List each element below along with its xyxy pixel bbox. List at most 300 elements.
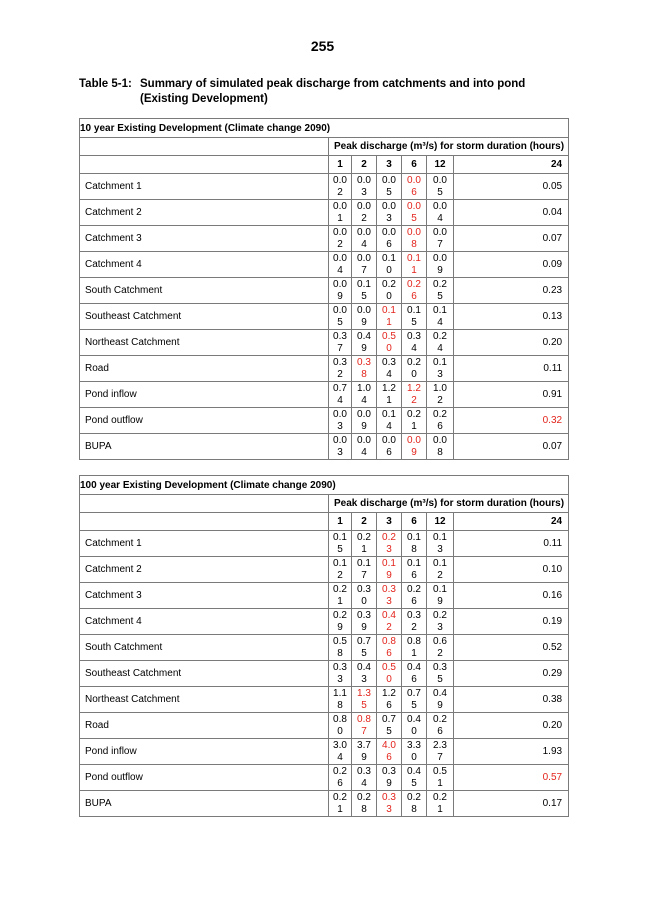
value-cell: [377, 252, 402, 278]
table-row: [80, 330, 569, 356]
value-24h-cell: 0.29: [454, 661, 569, 687]
value-line-2: 6: [411, 290, 417, 302]
value-line-2: 4: [361, 777, 367, 789]
value-line-2: 8: [411, 803, 417, 815]
value-line-2: 2: [337, 238, 343, 250]
value-line-1: 0.3: [357, 765, 371, 777]
value-line-1: 0.0: [433, 434, 447, 446]
value-line-1: 0.0: [333, 408, 347, 420]
value-24h-cell: 0.10: [454, 557, 569, 583]
value-cell: [377, 434, 402, 460]
value-line-1: 0.4: [357, 330, 371, 342]
value-line-2: 6: [411, 673, 417, 685]
value-cell: [329, 739, 352, 765]
value-line-2: 0: [386, 673, 392, 685]
value-line-1: 0.0: [333, 434, 347, 446]
caption-text: Summary of simulated peak discharge from catchments and into pond (Existing Development): [140, 78, 526, 105]
value-cell: [377, 713, 402, 739]
row-name: Pond inflow: [80, 382, 329, 408]
duration-header: 3: [377, 156, 402, 174]
value-24h-cell: 0.07: [454, 434, 569, 460]
value-line-2: 6: [386, 699, 392, 711]
value-line-2: 3: [437, 368, 443, 380]
value-line-1: 0.4: [357, 661, 371, 673]
value-24h-cell: 0.91: [454, 382, 569, 408]
value-cell: [427, 356, 454, 382]
value-cell: [329, 278, 352, 304]
value-cell: [377, 635, 402, 661]
value-cell: [427, 531, 454, 557]
value-cell: [402, 687, 427, 713]
value-line-1: 0.3: [407, 609, 421, 621]
value-line-1: 0.4: [382, 609, 396, 621]
row-name: Northeast Catchment: [80, 687, 329, 713]
value-cell: [329, 687, 352, 713]
value-line-1: 0.0: [433, 174, 447, 186]
value-line-2: 5: [411, 699, 417, 711]
value-cell: [427, 304, 454, 330]
value-line-1: 0.2: [433, 609, 447, 621]
row-name: Pond outflow: [80, 765, 329, 791]
value-line-1: 0.4: [407, 765, 421, 777]
table-row: [80, 356, 569, 382]
row-name: Catchment 3: [80, 583, 329, 609]
header-row: [80, 138, 569, 156]
row-name: Southeast Catchment: [80, 304, 329, 330]
value-line-2: 0: [386, 290, 392, 302]
value-line-1: 0.3: [333, 356, 347, 368]
value-cell: [402, 252, 427, 278]
value-cell: [352, 583, 377, 609]
table-row: [80, 739, 569, 765]
value-line-2: 5: [361, 699, 367, 711]
value-cell: [402, 583, 427, 609]
value-24h-cell: 0.09: [454, 252, 569, 278]
value-cell: [329, 791, 352, 817]
value-line-2: 4: [337, 751, 343, 763]
value-line-1: 3.0: [333, 739, 347, 751]
value-line-1: 0.3: [382, 765, 396, 777]
value-cell: [402, 304, 427, 330]
value-line-2: 9: [411, 446, 417, 458]
value-line-1: 0.5: [333, 635, 347, 647]
value-line-1: 1.2: [382, 382, 396, 394]
value-line-1: 0.1: [382, 252, 396, 264]
value-cell: [402, 356, 427, 382]
value-line-1: 0.1: [433, 583, 447, 595]
row-name: Catchment 4: [80, 609, 329, 635]
value-line-2: 3: [437, 543, 443, 555]
row-name: Catchment 1: [80, 531, 329, 557]
value-cell: [427, 174, 454, 200]
value-cell: [352, 330, 377, 356]
value-cell: [352, 609, 377, 635]
value-line-2: 8: [411, 543, 417, 555]
value-line-1: 0.0: [357, 252, 371, 264]
value-line-1: 0.2: [407, 791, 421, 803]
value-line-2: 9: [437, 699, 443, 711]
value-line-1: 0.1: [407, 252, 421, 264]
table-row: [80, 791, 569, 817]
value-line-1: 0.7: [407, 687, 421, 699]
value-line-2: 3: [361, 673, 367, 685]
value-line-1: 0.8: [382, 635, 396, 647]
value-line-2: 4: [361, 446, 367, 458]
value-line-1: 0.2: [407, 408, 421, 420]
value-cell: [329, 330, 352, 356]
value-cell: [352, 531, 377, 557]
duration-row: [80, 156, 569, 174]
value-line-2: 6: [386, 647, 392, 659]
value-line-1: 3.3: [407, 739, 421, 751]
value-24h-cell: 0.57: [454, 765, 569, 791]
value-cell: [402, 174, 427, 200]
value-line-1: 0.7: [382, 713, 396, 725]
table-row: [80, 434, 569, 460]
duration-header: 1: [329, 156, 352, 174]
value-line-1: 0.7: [357, 635, 371, 647]
value-line-1: 0.3: [382, 356, 396, 368]
value-line-1: 0.3: [357, 609, 371, 621]
value-line-2: 1: [411, 420, 417, 432]
table-row: [80, 531, 569, 557]
row-name: Catchment 4: [80, 252, 329, 278]
value-line-1: 1.0: [433, 382, 447, 394]
value-line-2: 3: [337, 446, 343, 458]
value-cell: [402, 226, 427, 252]
duration-blank-cell: [80, 156, 329, 174]
value-cell: [377, 174, 402, 200]
value-line-1: 0.0: [333, 200, 347, 212]
value-cell: [377, 583, 402, 609]
value-line-2: 3: [337, 420, 343, 432]
value-line-2: 2: [361, 212, 367, 224]
value-cell: [352, 200, 377, 226]
value-24h-cell: 0.38: [454, 687, 569, 713]
value-line-1: 0.0: [407, 200, 421, 212]
value-line-2: 2: [337, 368, 343, 380]
table-row: [80, 408, 569, 434]
value-cell: [402, 278, 427, 304]
value-cell: [352, 765, 377, 791]
value-cell: [427, 583, 454, 609]
value-line-1: 0.2: [433, 278, 447, 290]
value-cell: [427, 713, 454, 739]
value-line-1: 0.5: [382, 330, 396, 342]
value-line-2: 5: [411, 212, 417, 224]
value-line-2: 7: [361, 569, 367, 581]
value-line-1: 0.4: [433, 687, 447, 699]
value-line-1: 0.0: [433, 200, 447, 212]
value-line-1: 0.8: [407, 635, 421, 647]
value-cell: [402, 713, 427, 739]
value-line-2: 3: [386, 543, 392, 555]
value-line-2: 6: [386, 238, 392, 250]
value-cell: [377, 557, 402, 583]
value-line-2: 1: [337, 803, 343, 815]
value-line-2: 5: [437, 290, 443, 302]
value-line-1: 0.1: [433, 531, 447, 543]
value-line-2: 2: [437, 394, 443, 406]
value-line-2: 9: [386, 569, 392, 581]
duration-header: 24: [454, 513, 569, 531]
value-24h-cell: 0.32: [454, 408, 569, 434]
value-line-2: 6: [411, 569, 417, 581]
value-cell: [427, 382, 454, 408]
value-24h-cell: 0.17: [454, 791, 569, 817]
value-cell: [427, 252, 454, 278]
value-cell: [329, 382, 352, 408]
value-cell: [352, 174, 377, 200]
row-name: Road: [80, 713, 329, 739]
duration-header: 3: [377, 513, 402, 531]
value-cell: [402, 408, 427, 434]
table-row: [80, 382, 569, 408]
value-cell: [377, 330, 402, 356]
value-cell: [352, 278, 377, 304]
caption-number: Table 5-1:: [79, 78, 132, 90]
value-line-1: 0.1: [333, 531, 347, 543]
value-line-1: 1.3: [357, 687, 371, 699]
value-line-2: 3: [386, 212, 392, 224]
value-cell: [329, 557, 352, 583]
value-cell: [427, 278, 454, 304]
value-line-2: 5: [361, 647, 367, 659]
value-line-2: 9: [437, 264, 443, 276]
value-line-1: 0.7: [333, 382, 347, 394]
value-line-2: 1: [437, 777, 443, 789]
value-cell: [377, 408, 402, 434]
value-line-2: 1: [361, 543, 367, 555]
table-row: [80, 304, 569, 330]
value-24h-cell: 0.20: [454, 713, 569, 739]
section-title: 10 year Existing Development (Climate change 2090): [80, 119, 569, 138]
value-cell: [402, 557, 427, 583]
value-cell: [329, 434, 352, 460]
value-cell: [402, 739, 427, 765]
peak-discharge-header: Peak discharge (m³/s) for storm duration (hours): [329, 495, 569, 513]
row-name: Road: [80, 356, 329, 382]
value-line-2: 5: [386, 725, 392, 737]
value-line-1: 0.1: [382, 304, 396, 316]
value-cell: [402, 791, 427, 817]
value-line-2: 9: [361, 420, 367, 432]
value-cell: [377, 609, 402, 635]
table-row: [80, 557, 569, 583]
value-cell: [352, 661, 377, 687]
value-cell: [329, 713, 352, 739]
value-line-1: 0.4: [407, 661, 421, 673]
value-line-2: 1: [386, 316, 392, 328]
value-cell: [402, 609, 427, 635]
row-name: BUPA: [80, 434, 329, 460]
value-line-2: 2: [337, 186, 343, 198]
value-cell: [402, 531, 427, 557]
value-line-2: 5: [437, 186, 443, 198]
duration-header: 2: [352, 156, 377, 174]
value-cell: [427, 408, 454, 434]
value-line-1: 0.0: [357, 434, 371, 446]
table-row: [80, 661, 569, 687]
value-line-1: 0.0: [333, 226, 347, 238]
value-line-1: 1.0: [357, 382, 371, 394]
value-cell: [377, 531, 402, 557]
value-24h-cell: 0.05: [454, 174, 569, 200]
value-24h-cell: 0.20: [454, 330, 569, 356]
value-line-1: 0.0: [407, 226, 421, 238]
value-line-2: 1: [386, 394, 392, 406]
value-line-2: 4: [361, 394, 367, 406]
value-cell: [352, 635, 377, 661]
duration-header: 6: [402, 156, 427, 174]
duration-blank-cell: [80, 513, 329, 531]
value-cell: [329, 200, 352, 226]
value-cell: [329, 765, 352, 791]
page-number: 255: [310, 38, 335, 54]
table-row: [80, 687, 569, 713]
duration-header: 6: [402, 513, 427, 531]
value-line-1: 3.7: [357, 739, 371, 751]
value-cell: [377, 661, 402, 687]
value-line-1: 0.8: [333, 713, 347, 725]
row-name: BUPA: [80, 791, 329, 817]
table-row: [80, 713, 569, 739]
value-cell: [329, 174, 352, 200]
value-line-2: 9: [361, 751, 367, 763]
value-line-1: 0.0: [357, 408, 371, 420]
value-line-2: 8: [361, 803, 367, 815]
value-line-2: 7: [361, 264, 367, 276]
value-line-2: 1: [411, 647, 417, 659]
value-cell: [329, 583, 352, 609]
row-name: Catchment 2: [80, 200, 329, 226]
value-line-1: 0.3: [357, 583, 371, 595]
value-cell: [352, 739, 377, 765]
value-24h-cell: 0.04: [454, 200, 569, 226]
value-line-1: 0.1: [433, 557, 447, 569]
value-line-1: 0.8: [357, 713, 371, 725]
value-cell: [377, 739, 402, 765]
header-blank-cell: [80, 495, 329, 513]
table-row: [80, 252, 569, 278]
row-name: Pond inflow: [80, 739, 329, 765]
value-line-1: 0.0: [333, 304, 347, 316]
value-line-1: 0.5: [433, 765, 447, 777]
value-cell: [427, 791, 454, 817]
value-line-2: 4: [386, 420, 392, 432]
value-line-2: 8: [361, 368, 367, 380]
value-line-1: 0.3: [333, 330, 347, 342]
value-line-1: 4.0: [382, 739, 396, 751]
value-line-1: 0.2: [333, 609, 347, 621]
value-24h-cell: 0.11: [454, 356, 569, 382]
value-line-1: 0.0: [333, 174, 347, 186]
peak-discharge-header: Peak discharge (m³/s) for storm duration (hours): [329, 138, 569, 156]
section-title-row: [80, 476, 569, 495]
value-line-1: 0.1: [433, 304, 447, 316]
table-row: [80, 174, 569, 200]
header-blank-cell: [80, 138, 329, 156]
value-line-2: 3: [437, 621, 443, 633]
value-line-2: 8: [337, 647, 343, 659]
value-line-1: 0.0: [433, 226, 447, 238]
value-24h-cell: 0.07: [454, 226, 569, 252]
value-line-2: 6: [411, 595, 417, 607]
value-line-2: 1: [337, 595, 343, 607]
value-line-1: 0.0: [407, 434, 421, 446]
value-cell: [352, 434, 377, 460]
value-line-2: 7: [437, 238, 443, 250]
value-line-2: 2: [386, 621, 392, 633]
value-line-2: 3: [337, 673, 343, 685]
value-line-1: 0.3: [333, 661, 347, 673]
row-name: South Catchment: [80, 278, 329, 304]
value-line-2: 1: [411, 264, 417, 276]
value-line-2: 2: [337, 569, 343, 581]
value-line-2: 3: [386, 803, 392, 815]
header-row: [80, 495, 569, 513]
value-line-1: 0.3: [433, 661, 447, 673]
table-row: [80, 226, 569, 252]
value-line-1: 0.2: [357, 531, 371, 543]
value-line-1: 0.0: [357, 200, 371, 212]
value-line-2: 5: [386, 186, 392, 198]
value-line-1: 0.2: [433, 713, 447, 725]
value-line-1: 0.2: [333, 583, 347, 595]
value-cell: [377, 382, 402, 408]
value-cell: [352, 713, 377, 739]
value-line-1: 0.2: [357, 791, 371, 803]
value-line-2: 6: [411, 186, 417, 198]
value-24h-cell: 0.16: [454, 583, 569, 609]
value-line-1: 0.0: [357, 226, 371, 238]
value-cell: [377, 356, 402, 382]
value-cell: [352, 226, 377, 252]
value-cell: [377, 304, 402, 330]
value-cell: [402, 382, 427, 408]
value-line-2: 4: [337, 394, 343, 406]
value-cell: [427, 635, 454, 661]
value-line-1: 0.2: [382, 531, 396, 543]
value-cell: [427, 765, 454, 791]
value-cell: [402, 635, 427, 661]
value-line-1: 2.3: [433, 739, 447, 751]
value-line-1: 0.2: [433, 791, 447, 803]
value-line-2: 4: [437, 316, 443, 328]
value-line-1: 0.0: [433, 252, 447, 264]
value-24h-cell: 0.11: [454, 531, 569, 557]
value-line-1: 0.3: [407, 330, 421, 342]
row-name: Pond outflow: [80, 408, 329, 434]
value-cell: [329, 304, 352, 330]
value-cell: [329, 356, 352, 382]
value-line-2: 0: [386, 342, 392, 354]
value-line-1: 0.0: [407, 174, 421, 186]
value-line-2: 2: [411, 394, 417, 406]
value-cell: [402, 434, 427, 460]
value-cell: [427, 330, 454, 356]
value-line-2: 8: [411, 238, 417, 250]
value-line-2: 4: [337, 264, 343, 276]
value-cell: [352, 382, 377, 408]
value-cell: [329, 226, 352, 252]
value-cell: [427, 200, 454, 226]
value-line-1: 0.0: [382, 226, 396, 238]
value-line-1: 0.1: [333, 557, 347, 569]
row-name: Catchment 2: [80, 557, 329, 583]
value-24h-cell: 0.19: [454, 609, 569, 635]
value-line-1: 0.2: [333, 765, 347, 777]
